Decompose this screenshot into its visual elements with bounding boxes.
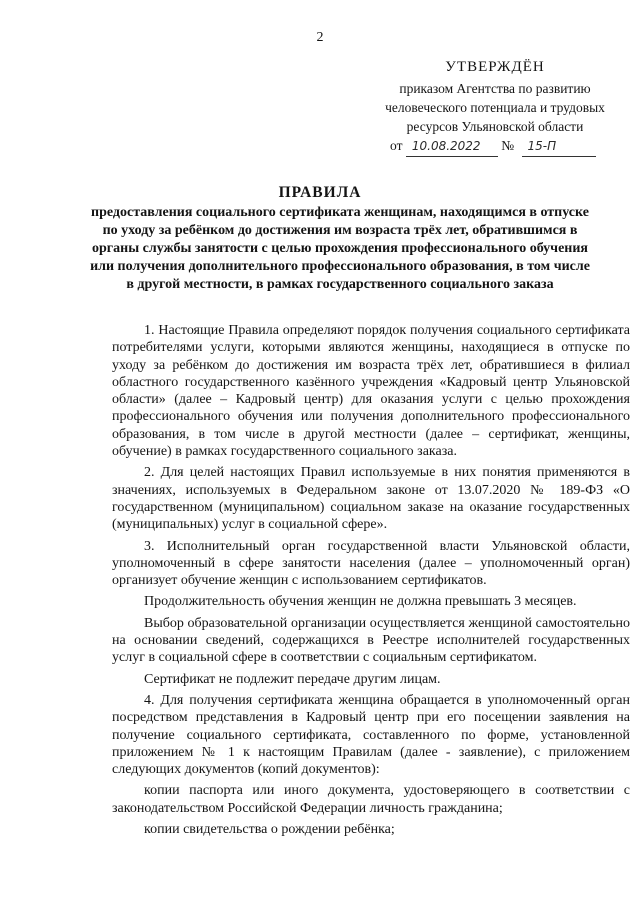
- approval-line-1: приказом Агентства по развитию: [399, 81, 591, 96]
- page-number: 2: [316, 30, 324, 45]
- paragraph-duration: Продолжительность обучения женщин не должна превышать 3 месяцев.: [144, 594, 577, 610]
- document-subtitle: предоставления социального сертификата женщинам, находящимся в отпуске по уходу за ребёнком до достижения им возраста трёх лет, обратившимся в органы службы занятости с целью прохождения профессионального обучения или получения дополнительного профессионального образования, в том числе в другой местности, в рамках государственного социального заказа: [90, 205, 590, 292]
- approval-stamp: [360, 58, 630, 157]
- paragraph-4: 4. Для получения сертификата женщина обращается в уполномоченный орган посредством представления в Кадровый центр при его посещении заявления на получение социального сертификата, составленного по форме, установленной приложением № 1 к настоящим Правилам (далее - заявление), с приложением следующих документов (копий документов):: [112, 692, 630, 778]
- handwritten-number: 15-П: [522, 137, 596, 157]
- paragraph-choice: Выбор образовательной организации осуществляется женщиной самостоятельно на основании сведений, содержащихся в Реестре исполнителей государственных услуг в социальной сфере в соответствии с социальным сертификатом.: [112, 615, 630, 666]
- date-prefix: от: [390, 138, 403, 153]
- paragraph-transfer: Сертификат не подлежит передаче другим лицам.: [144, 671, 441, 687]
- list-item-birth-certificate: копии свидетельства о рождении ребёнка;: [144, 822, 395, 838]
- approval-line-3: ресурсов Ульяновской области: [406, 119, 584, 134]
- approval-date-line: [360, 136, 630, 157]
- list-item-passport: копии паспорта или иного документа, удостоверяющего в соответствии с законодательством Российской Федерации личность гражданина;: [112, 783, 630, 816]
- document-title: ПРАВИЛА: [278, 184, 362, 201]
- approval-title: УТВЕРЖДЁН: [445, 59, 545, 75]
- paragraph-2: 2. Для целей настоящих Правил используемые в них понятия применяются в значениях, используемых в Федеральном законе от 13.07.2020 № 189-ФЗ «О государственном (муниципальном) социальном заказе на оказание государственных (муниципальных) услуг в социальной сфере».: [112, 465, 630, 533]
- handwritten-date: 10.08.2022: [406, 137, 498, 157]
- approval-line-2: человеческого потенциала и трудовых: [385, 100, 605, 115]
- number-prefix: №: [501, 138, 515, 153]
- paragraph-3: 3. Исполнительный орган государственной власти Ульяновской области, уполномоченный в сфере занятости населения (далее – уполномоченный орган) организует обучение женщин с использованием сертификатов.: [112, 538, 630, 589]
- document-body: [112, 322, 630, 842]
- paragraph-1: 1. Настоящие Правила определяют порядок получения социального сертификата потребителями услуги, которыми являются женщины, находящиеся в отпуске по уходу за ребёнком до достижения им возраста трёх лет, обратившиеся в филиал областного государственного казённого учреждения «Кадровый центр Ульяновской области» (далее – Кадровый центр) для оказания услуги с целью прохождения профессионального обучения или получения дополнительного профессионального образования, в том числе в другой местности (далее – сертификат, женщины, обучение) в рамках государственного социального заказа.: [112, 323, 630, 460]
